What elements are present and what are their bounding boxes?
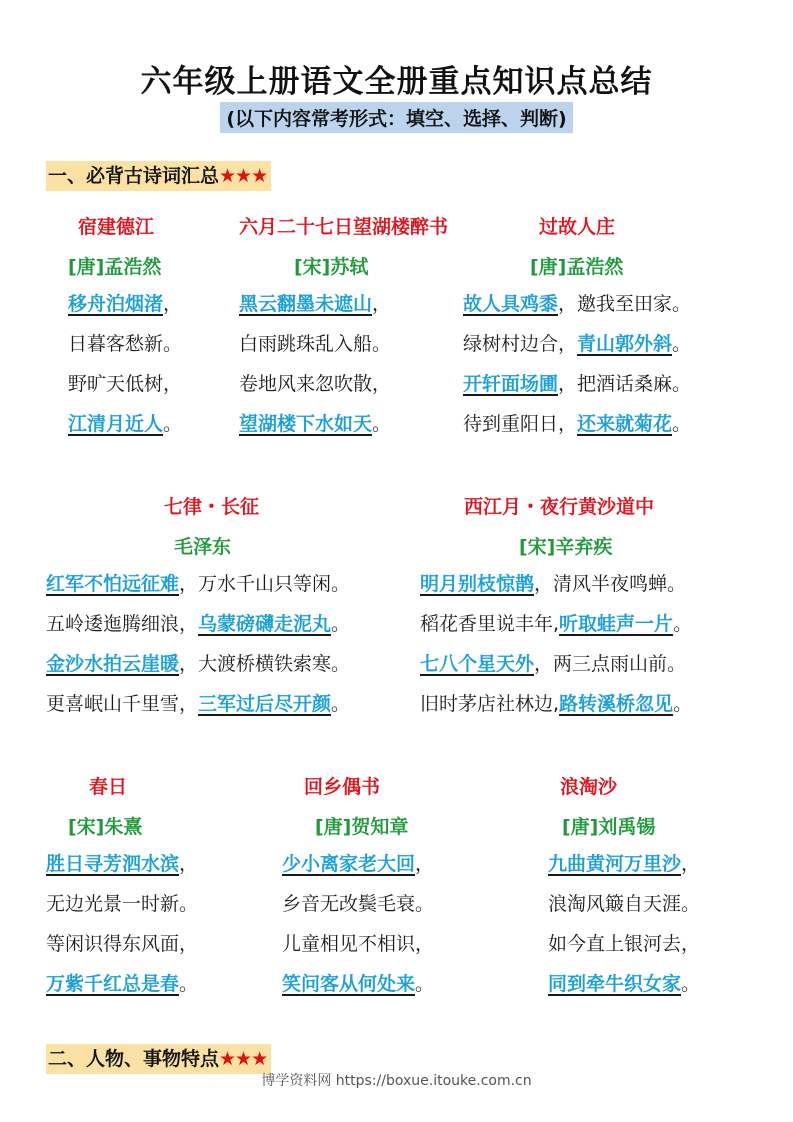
poem-line: 同到牵牛织女家。	[548, 973, 701, 995]
fill-blank: 明月别枝惊鹊	[420, 573, 535, 595]
fill-blank: 故人具鸡黍	[463, 293, 559, 315]
subtitle-wrap	[0, 102, 793, 133]
poem-line: 明月别枝惊鹊，清风半夜鸣蝉。	[420, 573, 687, 595]
fill-blank: 乌蒙磅礴走泥丸	[198, 613, 332, 635]
poem-author: [唐]孟浩然	[530, 256, 624, 278]
poem-author: [宋]朱熹	[68, 816, 143, 838]
poem-author: [唐]孟浩然	[68, 256, 162, 278]
poem-author: [唐]贺知章	[315, 816, 409, 838]
poem-line: 野旷天低树，	[68, 373, 183, 395]
poem-line: 白雨跳珠乱入船。	[239, 333, 392, 355]
poem-line: 望湖楼下水如天。	[239, 413, 392, 435]
fill-blank: 少小离家老大回	[282, 853, 416, 875]
poem-line: 无边光景一时新。	[46, 893, 199, 915]
poem-line: 移舟泊烟渚，	[68, 293, 183, 315]
poem-line: 如今直上银河去，	[548, 933, 701, 955]
star-rating: ★★★	[219, 165, 268, 187]
fill-blank: 万紫千红总是春	[46, 973, 180, 995]
star-rating: ★★★	[219, 1048, 268, 1070]
poem-line: 乡音无改鬓毛衰。	[282, 893, 435, 915]
poem-line: 卷地风来忽吹散，	[239, 373, 392, 395]
poem-author: 毛泽东	[174, 536, 232, 558]
fill-blank: 同到牵牛织女家	[548, 973, 682, 995]
fill-blank: 还来就菊花	[577, 413, 673, 435]
poem-line: 江清月近人。	[68, 413, 183, 435]
poem-line: 少小离家老大回，	[282, 853, 435, 875]
poem-title: 七律・长征	[164, 496, 260, 518]
poem-line: 浪淘风簸自天涯。	[548, 893, 701, 915]
fill-blank: 九曲黄河万里沙	[548, 853, 682, 875]
poem-line: 更喜岷山千里雪，三军过后尽开颜。	[46, 693, 351, 715]
poem-line: 绿树村边合，青山郭外斜。	[463, 333, 692, 355]
fill-blank: 笑问客从何处来	[282, 973, 416, 995]
fill-blank: 三军过后尽开颜	[198, 693, 332, 715]
poem-line: 稻花香里说丰年,听取蛙声一片。	[420, 613, 693, 635]
section-heading-label: 二、人物、事物特点	[48, 1048, 220, 1070]
section-heading-poems	[46, 161, 271, 191]
poem-line: 儿童相见不相识，	[282, 933, 435, 955]
fill-blank: 路转溪桥忽见	[559, 693, 674, 715]
poem-title: 西江月・夜行黄沙道中	[464, 496, 655, 518]
poem-author: [唐]刘禹锡	[562, 816, 656, 838]
fill-blank: 开轩面场圃	[463, 373, 559, 395]
fill-blank: 望湖楼下水如天	[239, 413, 373, 435]
fill-blank: 移舟泊烟渚	[68, 293, 164, 315]
poem-line: 九曲黄河万里沙，	[548, 853, 701, 875]
fill-blank: 江清月近人	[68, 413, 164, 435]
fill-blank: 黑云翻墨未遮山	[239, 293, 373, 315]
fill-blank: 红军不怕远征难	[46, 573, 180, 595]
poem-line: 笑问客从何处来。	[282, 973, 435, 995]
poem-title: 春日	[89, 776, 128, 798]
poem-title: 过故人庄	[539, 216, 616, 238]
fill-blank: 七八个星天外	[420, 653, 535, 675]
poem-line: 红军不怕远征难，万水千山只等闲。	[46, 573, 351, 595]
poem-title: 宿建德江	[78, 216, 155, 238]
poem-author: [宋]辛弃疾	[519, 536, 613, 558]
poem-line: 胜日寻芳泗水滨，	[46, 853, 199, 875]
poem-line: 等闲识得东风面，	[46, 933, 199, 955]
footer-watermark: 博学资料网 https://boxue.itouke.com.cn	[261, 1073, 532, 1089]
fill-blank: 金沙水拍云崖暖	[46, 653, 180, 675]
poem-line: 金沙水拍云崖暖，大渡桥横铁索寒。	[46, 653, 351, 675]
subtitle: (以下内容常考形式：填空、选择、判断)	[220, 102, 572, 133]
poem-line: 故人具鸡黍，邀我至田家。	[463, 293, 692, 315]
poem-line: 万紫千红总是春。	[46, 973, 199, 995]
page-title: 六年级上册语文全册重点知识点总结	[140, 64, 653, 100]
poem-line: 日暮客愁新。	[68, 333, 183, 355]
section-heading-label: 一、必背古诗词汇总	[48, 165, 220, 187]
poem-line: 五岭逶迤腾细浪，乌蒙磅礴走泥丸。	[46, 613, 351, 635]
poem-title: 回乡偶书	[304, 776, 381, 798]
poem-line: 开轩面场圃，把酒话桑麻。	[463, 373, 692, 395]
poem-line: 七八个星天外，两三点雨山前。	[420, 653, 687, 675]
poem-line: 待到重阳日，还来就菊花。	[463, 413, 692, 435]
fill-blank: 胜日寻芳泗水滨	[46, 853, 180, 875]
poem-line: 黑云翻墨未遮山，	[239, 293, 392, 315]
poem-author: [宋]苏轼	[294, 256, 369, 278]
poem-title: 六月二十七日望湖楼醉书	[239, 216, 449, 238]
poem-title: 浪淘沙	[560, 776, 618, 798]
fill-blank: 听取蛙声一片	[559, 613, 674, 635]
poem-line: 旧时茅店社林边,路转溪桥忽见。	[420, 693, 693, 715]
fill-blank: 青山郭外斜	[577, 333, 673, 355]
